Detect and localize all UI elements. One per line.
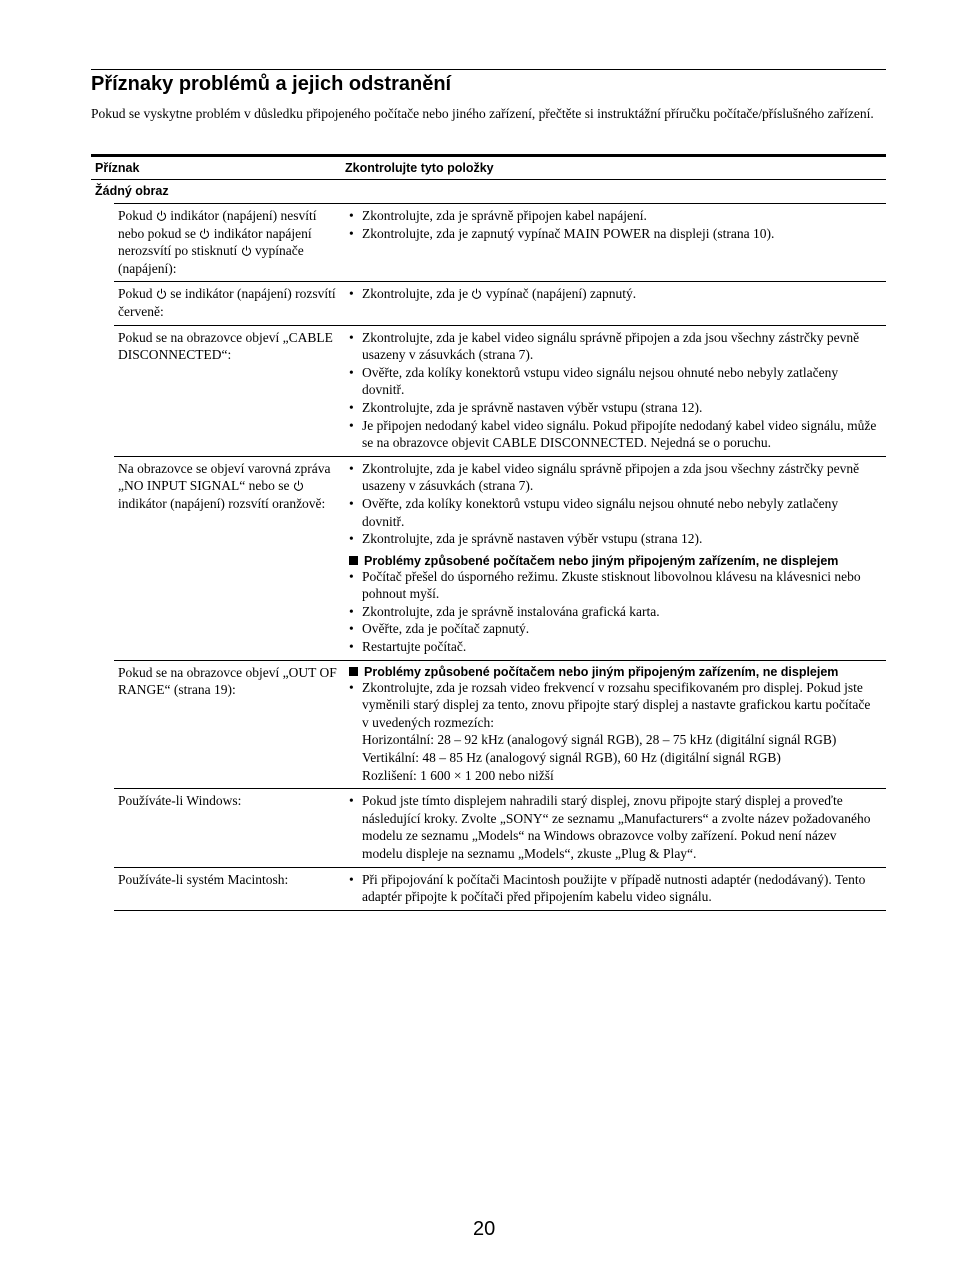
power-icon xyxy=(199,228,210,239)
square-bullet-icon xyxy=(349,556,358,565)
check-item: • Zkontrolujte, zda je rozsah video frekvencí v rozsahu specifikovaném pro displej. Pokud jste vyměnili starý displej za tento, znovu připojte starý displej a nastavte grafickou kartu počítače v uvedených rozmezích: xyxy=(349,679,878,732)
power-icon xyxy=(156,288,167,299)
check-item: • Zkontrolujte, zda je kabel video signálu správně připojen a zda jsou všechny zástrčky pevně usazeny v zásuvkách (strana 7). xyxy=(349,460,878,495)
table-row xyxy=(114,456,886,660)
check-cell xyxy=(340,207,886,277)
check-cell xyxy=(340,871,886,906)
power-icon xyxy=(156,210,167,221)
symptom-text: indikátor napájení nerozsvítí po stisknutí xyxy=(118,225,312,259)
table-row xyxy=(114,788,886,866)
symptom-cell xyxy=(114,285,340,320)
table-header xyxy=(91,154,886,180)
table-row xyxy=(114,867,886,911)
symptom-cell: Používáte-li Windows: xyxy=(118,793,242,809)
section-heading xyxy=(91,180,886,203)
table-row xyxy=(114,660,886,789)
check-item xyxy=(349,285,878,303)
symptom-text: indikátor (napájení) nesvítí nebo pokud se xyxy=(118,208,317,241)
page-number: 20 xyxy=(473,1218,496,1240)
check-item: • Pokud jste tímto displejem nahradili starý displej, znovu připojte starý displej a proveďte následující kroky. Zvolte „SONY“ ze seznamu „Manufacturers“ a zvolte název požadovaného modelu ze seznamu „Models“ na Windows obrazovce volby zařízení. Pokud není název modelu displeje na seznamu „Models“, zkuste „Plug & Play“. xyxy=(349,792,878,862)
table-row xyxy=(114,203,886,281)
symptom-text: se indikátor (napájení) rozsvítí červeně: xyxy=(118,286,336,319)
check-item: • Počítač přešel do úsporného režimu. Zkuste stisknout libovolnou klávesu na klávesnici nebo pohnout myší. xyxy=(349,568,878,603)
section-title: Žádný obraz xyxy=(95,184,169,198)
check-cell xyxy=(340,664,886,785)
column-header-check: Zkontrolujte tyto položky xyxy=(345,161,494,175)
troubleshooting-table xyxy=(91,154,886,911)
power-icon xyxy=(293,480,304,491)
range-text: Rozlišení: 1 600 × 1 200 nebo nižší xyxy=(362,767,554,783)
top-rule xyxy=(91,69,886,70)
subheading-text: Problémy způsobené počítačem nebo jiným připojeným zařízením, ne displejem xyxy=(364,664,839,679)
symptom-cell: Pokud se na obrazovce objeví „CABLE DISCONNECTED“: xyxy=(118,329,333,363)
table-row xyxy=(114,281,886,324)
subheading-text: Problémy způsobené počítačem nebo jiným připojeným zařízením, ne displejem xyxy=(364,553,839,568)
symptom-cell: Pokud se na obrazovce objeví „OUT OF RANGE“ (strana 19): xyxy=(118,664,337,698)
range-text: Horizontální: 28 – 92 kHz (analogový signál RGB), 28 – 75 kHz (digitální signál RGB) xyxy=(362,732,837,748)
check-item: • Zkontrolujte, zda je kabel video signálu správně připojen a zda jsou všechny zástrčky pevně usazeny v zásuvkách (strana 7). xyxy=(349,329,878,364)
symptom-cell: Používáte-li systém Macintosh: xyxy=(118,871,289,887)
check-cell xyxy=(340,792,886,862)
check-item: • Ověřte, zda kolíky konektorů vstupu video signálu nejsou ohnuté nebo nebyly zatlačeny dovnitř. xyxy=(349,364,878,399)
symptom-text: indikátor (napájení) rozsvítí oranžově: xyxy=(118,495,326,511)
check-cell xyxy=(340,329,886,452)
symptom-text: Pokud xyxy=(118,208,153,223)
check-text: vypínač (napájení) zapnutý. xyxy=(485,286,637,302)
check-item: • Zkontrolujte, zda je správně připojen kabel napájení. xyxy=(349,207,878,225)
column-header-symptom: Příznak xyxy=(95,161,140,175)
check-item: • Zkontrolujte, zda je správně nastaven výběr vstupu (strana 12). xyxy=(349,399,878,417)
check-item: • Ověřte, zda kolíky konektorů vstupu video signálu nejsou ohnuté nebo nebyly zatlačeny dovnitř. xyxy=(349,495,878,530)
check-text: Zkontrolujte, zda je xyxy=(362,286,469,302)
check-item: • Zkontrolujte, zda je správně instalována grafická karta. xyxy=(349,603,878,621)
square-bullet-icon xyxy=(349,667,358,676)
subheading xyxy=(349,665,878,679)
symptom-text: Pokud xyxy=(118,286,153,302)
check-cell xyxy=(340,285,886,320)
power-icon xyxy=(471,288,482,299)
symptom-cell xyxy=(114,460,340,656)
check-item: • Zkontrolujte, zda je správně nastaven výběr vstupu (strana 12). xyxy=(349,530,878,548)
symptom-text: Na obrazovce se objeví varovná zpráva „NO INPUT SIGNAL“ nebo se xyxy=(118,460,331,494)
check-item: • Je připojen nedodaný kabel video signálu. Pokud připojíte nedodaný kabel video signálu, může se na obrazovce objevit CABLE DISCONNECTED. Nejedná se o poruchu. xyxy=(349,417,878,452)
page-title: Příznaky problémů a jejich odstranění xyxy=(91,73,452,95)
check-item: • Zkontrolujte, zda je zapnutý vypínač MAIN POWER na displeji (strana 10). xyxy=(349,225,878,243)
range-text: Vertikální: 48 – 85 Hz (analogový signál RGB), 60 Hz (digitální signál RGB) xyxy=(362,750,781,766)
intro-paragraph: Pokud se vyskytne problém v důsledku připojeného počítače nebo jiného zařízení, přečtěte si instruktážní příručku počítače/příslušného zařízení. xyxy=(91,106,874,121)
check-item: • Restartujte počítač. xyxy=(349,638,878,656)
power-icon xyxy=(241,245,252,256)
check-item: • Při připojování k počítači Macintosh použijte v případě nutnosti adaptér (nedodávaný). Tento adaptér připojte k počítači před připojením kabelu video signálu. xyxy=(349,871,878,906)
subheading xyxy=(349,554,878,568)
check-cell xyxy=(340,460,886,656)
symptom-cell xyxy=(114,207,340,277)
table-row xyxy=(114,325,886,456)
symptom-text: vypínače (napájení): xyxy=(118,243,304,276)
check-item: • Ověřte, zda je počítač zapnutý. xyxy=(349,620,878,638)
